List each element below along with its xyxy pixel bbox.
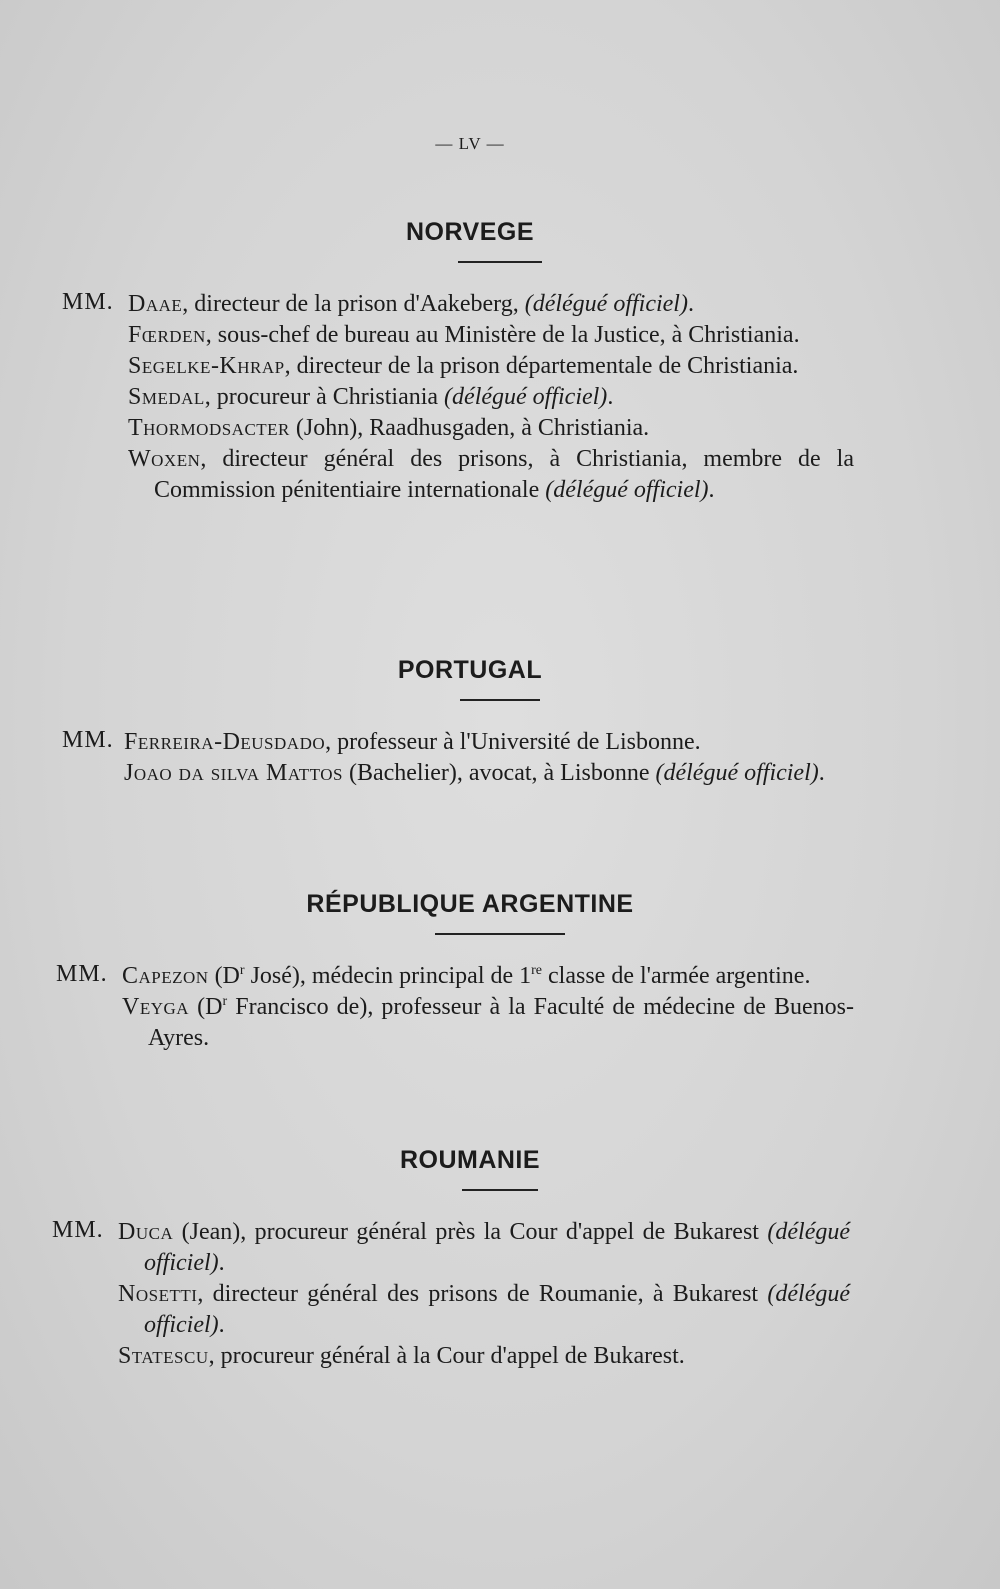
entry: Nosetti, directeur général des prisons de Roumanie, à Bukarest (délégué officiel). bbox=[118, 1281, 850, 1338]
entry: Thormodsacter (John), Raadhusgaden, à Christiania. bbox=[128, 415, 650, 441]
entry-list bbox=[52, 1217, 862, 1372]
entry-list bbox=[62, 289, 862, 506]
mm-label: MM. bbox=[52, 1217, 104, 1243]
section-heading: PORTUGAL bbox=[397, 656, 543, 684]
section-heading: RÉPUBLIQUE ARGENTINE bbox=[306, 890, 634, 918]
entry: Capezon ($D^r$ José), médecin principal de 1re classe de l'armée argentine. bbox=[122, 963, 811, 989]
entry: Woxen, directeur général des prisons, à Christiania, membre de la Commission pénitentiaire internationale (délégué officiel). bbox=[128, 446, 854, 503]
entry: Segelke-Khrap, directeur de la prison départementale de Christiania. bbox=[128, 353, 799, 379]
heading-rule bbox=[458, 261, 542, 263]
mm-label: MM. bbox=[56, 961, 108, 987]
section-portugal bbox=[0, 656, 1000, 789]
entry: Smedal, procureur à Christiania (délégué officiel). bbox=[128, 384, 614, 410]
page-number: — LV — bbox=[435, 134, 505, 153]
heading-rule bbox=[462, 1189, 538, 1191]
entry-list bbox=[62, 727, 862, 789]
heading-rule bbox=[460, 699, 540, 701]
section-republique-argentine bbox=[0, 890, 1000, 1054]
entry: Statescu, procureur général à la Cour d'appel de Bukarest. bbox=[118, 1343, 685, 1369]
entry: Fœrden, sous-chef de bureau au Ministère de la Justice, à Christiania. bbox=[128, 322, 800, 348]
section-norvege bbox=[0, 218, 1000, 506]
mm-label: MM. bbox=[62, 289, 114, 315]
heading-rule bbox=[435, 933, 565, 935]
section-heading: ROUMANIE bbox=[399, 1146, 541, 1174]
entry: Ferreira-Deusdado, professeur à l'Université de Lisbonne. bbox=[124, 729, 701, 755]
entry-list bbox=[56, 961, 856, 1054]
entry: Duca (Jean), procureur général près la Cour d'appel de Bukarest (délégué officiel). bbox=[118, 1219, 850, 1276]
section-roumanie bbox=[0, 1146, 1000, 1372]
section-heading: NORVEGE bbox=[405, 218, 535, 246]
entry: Veyga ($D^r$ Francisco de), professeur à la Faculté de médecine de Buenos-Ayres. bbox=[122, 994, 855, 1051]
entry: Joao da silva Mattos (Bachelier), avocat, à Lisbonne (délégué officiel). bbox=[124, 760, 825, 786]
entry: Daae, directeur de la prison d'Aakeberg, (délégué officiel). bbox=[128, 291, 694, 317]
mm-label: MM. bbox=[62, 727, 114, 753]
